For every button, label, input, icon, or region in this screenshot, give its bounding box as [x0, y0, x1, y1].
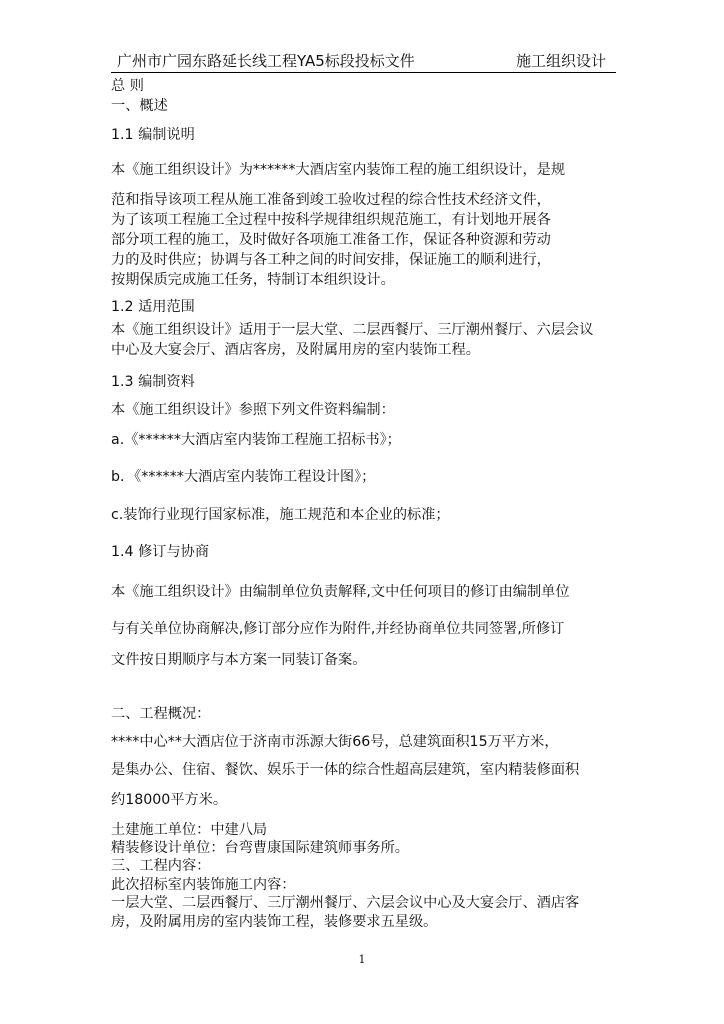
page-header: [111, 50, 616, 73]
header-document-title: 广州市广园东路延长线工程YA5标段投标文件: [117, 52, 415, 70]
subsection-1-1-paragraph: 范和指导该项工程从施工准备到竣工验收过程的综合性技术经济文件， 为了该项工程施工全过程中按科学规律组织规范施工，有计划地开展各 部分项工程的施工，及时做好各项施工准备工作，保证各种资源和劳动 力的及时供应；协调与各工种之间的时间安排，保证施工的顺利进行， 按期保质完成施工任务，特制订本组织设计。: [111, 192, 551, 288]
subsection-1-1-first-line: 本《施工组织设计》为******大酒店室内装饰工程的施工组织设计，是规: [111, 162, 566, 178]
section-3-intro: 此次招标室内装饰施工内容：: [111, 877, 296, 893]
page-number: 1: [358, 953, 366, 966]
reference-item-c: c.装饰行业现行国家标准，施工规范和本企业的标准；: [111, 507, 450, 523]
subsection-1-4-line-1: 本《施工组织设计》由编制单位负责解释,文中任何项目的修订由编制单位: [111, 584, 570, 600]
subsection-1-1-heading: 1.1 编制说明: [111, 127, 195, 143]
document-title: 总 则: [111, 78, 144, 94]
section-2-heading: 二、工程概况：: [111, 706, 211, 722]
reference-item-a: a.《******大酒店室内装饰工程施工招标书》；: [111, 432, 401, 448]
section-1-heading: 一、概述: [111, 98, 168, 114]
subsection-1-3-heading: 1.3 编制资料: [111, 374, 195, 390]
reference-item-b: b．《******大酒店室内装饰工程设计图》；: [111, 469, 376, 485]
section-2-construction-unit: 土建施工单位：中建八局: [111, 822, 268, 838]
subsection-1-2-heading: 1.2 适用范围: [111, 299, 195, 315]
section-2-line-2: 是集办公、住宿、餐饮、娱乐于一体的综合性超高层建筑，室内精装修面积: [111, 762, 580, 778]
section-3-paragraph: 一层大堂、二层西餐厅、三厅潮州餐厅、六层会议中心及大宴会厅、酒店客 房，及附属用房的室内装饰工程，装修要求五星级。: [111, 895, 580, 930]
header-section-title: 施工组织设计: [515, 52, 606, 70]
subsection-1-4-heading: 1.4 修订与协商: [111, 544, 210, 560]
subsection-1-4-line-2: 与有关单位协商解决,修订部分应作为附件,并经协商单位共同签署,所修订: [111, 621, 565, 637]
section-2-line-1: ****中心**大酒店位于济南市泺源大街66号，总建筑面积15万平方米，: [111, 734, 559, 750]
subsection-1-2-paragraph: 本《施工组织设计》适用于一层大堂、二层西餐厅、三厅潮州餐厅、六层会议 中心及大宴会厅、酒店客房，及附属用房的室内装饰工程。: [111, 322, 594, 358]
section-2-line-3: 约18000平方米。: [111, 792, 228, 808]
subsection-1-4-line-3: 文件按日期顺序与本方案一同装订备案。: [111, 652, 367, 668]
subsection-1-3-intro: 本《施工组织设计》参照下列文件资料编制：: [111, 402, 395, 418]
section-3-heading: 三、工程内容：: [111, 858, 211, 874]
section-2-design-unit: 精装修设计单位：台弯曹康国际建筑师事务所。: [111, 840, 409, 856]
